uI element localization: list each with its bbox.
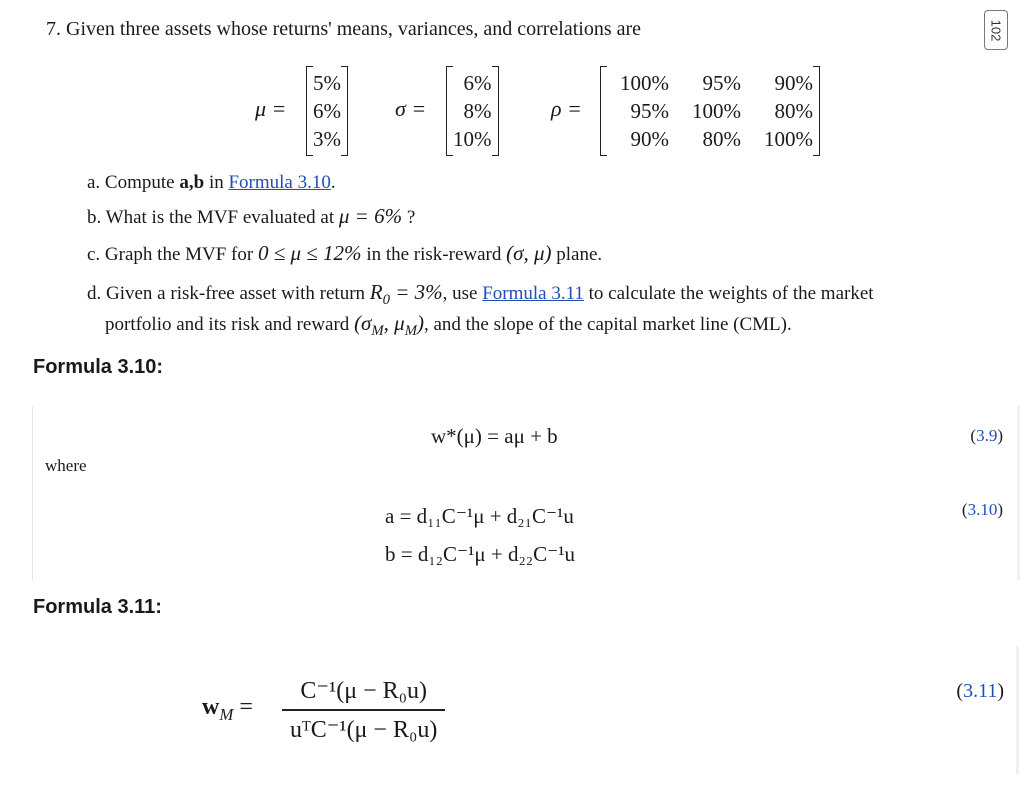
formula-3-10-box	[32, 406, 1020, 580]
page-number: 102	[988, 19, 1004, 41]
rho-value: 95%	[630, 99, 669, 123]
rho-value: 90%	[774, 71, 813, 95]
rho-row	[607, 69, 813, 97]
part-c-math: 0 ≤ μ ≤ 12%	[257, 241, 362, 265]
rho-value: 90%	[630, 127, 669, 151]
sigma-value: 6%	[463, 71, 492, 95]
part-a-mid: in	[204, 172, 229, 193]
question-part-b	[87, 204, 415, 229]
rho-value: 80%	[774, 99, 813, 123]
rho-value: 100%	[692, 99, 741, 123]
market-weights-fraction	[282, 676, 445, 744]
equation-3-10-ref[interactable]: 3.10	[967, 500, 998, 519]
sigma-label: σ =	[395, 96, 427, 121]
sigma-value: 10%	[453, 127, 492, 151]
rho-row	[607, 125, 813, 153]
part-c-text: c. Graph the MVF for	[87, 244, 258, 265]
part-d-mid: , use	[442, 283, 483, 304]
equation-number-3-11: (3.11)	[956, 680, 1004, 702]
market-weights-lhs: $w_M$ =	[202, 694, 253, 724]
part-d-line2-text: portfolio and its risk and reward	[105, 314, 355, 335]
equation-number-3-9: (3.9)	[970, 426, 1003, 445]
question-part-a	[87, 172, 336, 194]
part-d-line2-math: ($\sigma_M$, $\mu_M$)	[354, 311, 424, 340]
formula-3-11-link[interactable]: Formula 3.11	[482, 283, 584, 304]
part-d-math: $R_0 = 3\%$	[369, 280, 443, 309]
rho-value: 80%	[702, 127, 741, 151]
equation-3-9: w*(μ) = aμ + b	[431, 424, 558, 448]
part-d-line2-suffix: , and the slope of the capital market line (CML).	[423, 314, 792, 335]
part-d-suffix: to calculate the weights of the market	[583, 283, 874, 304]
part-b-text: b. What is the MVF evaluated at	[87, 207, 339, 228]
fraction-numerator: C⁻¹(μ − R₀u)	[300, 678, 427, 704]
rho-value: 100%	[764, 127, 813, 151]
part-a-text: a. Compute	[87, 172, 180, 193]
part-a-bold: a,b	[179, 172, 205, 193]
equation-3-10-a: a = d₁₁C⁻¹μ + d₂₁C⁻¹u	[385, 504, 574, 528]
sigma-matrix	[446, 67, 499, 155]
rho-matrix	[600, 67, 820, 155]
rho-value: 95%	[702, 71, 741, 95]
part-b-math: μ = 6%	[338, 204, 403, 228]
part-c-suffix: plane.	[551, 244, 603, 265]
mu-value: 5%	[313, 71, 341, 95]
sigma-value: 8%	[463, 99, 492, 123]
formula-3-10-link[interactable]: Formula 3.10	[228, 172, 331, 193]
rho-label: ρ =	[551, 96, 582, 121]
formula-3-11-heading: Formula 3.11:	[33, 596, 162, 618]
question-part-d	[87, 280, 997, 309]
formula-3-10-heading: Formula 3.10:	[33, 356, 164, 378]
page-number-badge	[984, 10, 1008, 50]
question-part-d-line2	[105, 311, 792, 340]
part-b-suffix: ?	[402, 207, 416, 228]
formula-3-11-box	[32, 646, 1019, 774]
rho-value: 100%	[620, 71, 669, 95]
rho-row	[607, 97, 813, 125]
fraction-denominator: uᵀC⁻¹(μ − R₀u)	[290, 716, 438, 743]
part-a-suffix: .	[330, 172, 336, 193]
part-d-text: d. Given a risk-free asset with return	[87, 283, 370, 304]
mu-matrix	[306, 67, 348, 155]
part-c-math2: (σ, μ)	[506, 241, 552, 265]
mu-value: 3%	[313, 127, 341, 151]
mu-value: 6%	[313, 99, 341, 123]
equation-3-11-ref[interactable]: 3.11	[963, 680, 998, 702]
where-label: where	[45, 456, 87, 475]
part-c-mid: in the risk-reward	[361, 244, 507, 265]
question-title: 7. Given three assets whose returns' means, variances, and correlations are	[46, 18, 642, 40]
equation-number-3-10: (3.10)	[961, 500, 1003, 519]
mu-label: μ =	[255, 96, 287, 121]
equation-3-9-ref[interactable]: 3.9	[976, 426, 998, 445]
question-part-c	[87, 241, 602, 266]
equation-3-10-b: b = d₁₂C⁻¹μ + d₂₂C⁻¹u	[385, 542, 576, 566]
